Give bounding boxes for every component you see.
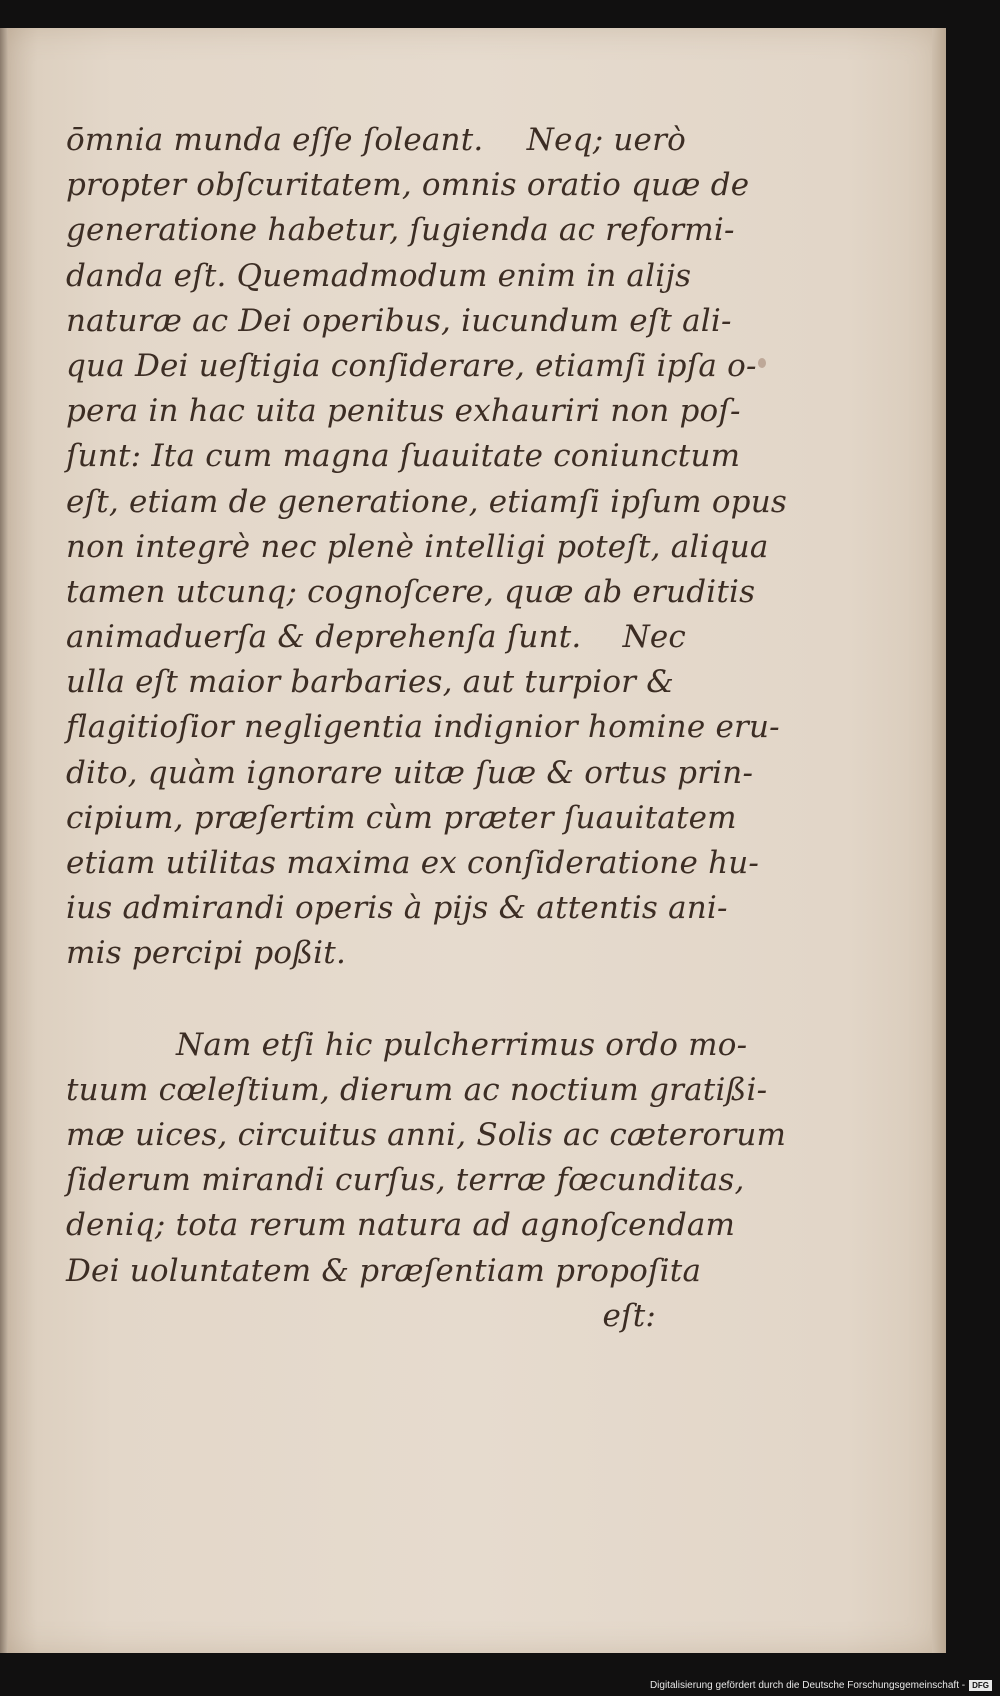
text-line-14: flagitioſior negligentia indignior homine eru- bbox=[66, 709, 780, 746]
text-segment: Nec bbox=[622, 619, 686, 656]
text-line-19: mis percipi poßit. bbox=[66, 935, 347, 972]
dfg-logo: DFG bbox=[969, 1680, 992, 1691]
text-line-12 bbox=[66, 615, 686, 660]
ink-spot bbox=[758, 358, 766, 368]
text-line-7: pera in hac uita penitus exhauriri non poſ- bbox=[66, 393, 741, 430]
credit-text: Digitalisierung gefördert durch die Deutsche Forschungsgemeinschaft - bbox=[649, 1680, 966, 1691]
page-edge bbox=[0, 28, 8, 1653]
text-line-13: ulla eſt maior barbaries, aut turpior & bbox=[66, 664, 675, 701]
digitization-credit bbox=[650, 1680, 992, 1691]
text-line-11: tamen utcunq; cognoſcere, quæ ab eruditis bbox=[66, 573, 756, 610]
body-text bbox=[66, 118, 788, 1339]
text-line-21: tuum cœleſtium, dierum ac noctium gratißi- bbox=[66, 1071, 768, 1108]
text-segment: Neq; uerò bbox=[526, 122, 686, 158]
text-segment: ōmnia munda eſſe ſoleant. bbox=[66, 122, 484, 158]
text-line-2: propter obſcuritatem, omnis oratio quæ de bbox=[66, 167, 750, 204]
text-segment: animaduerſa & deprehenſa ſunt. bbox=[66, 619, 582, 656]
text-line-3: generatione habetur, ſugienda ac reformi- bbox=[66, 212, 735, 249]
text-line-10: non integrè nec plenè intelligi poteſt, aliqua bbox=[66, 528, 769, 565]
text-line-20: Nam etſi hic pulcherrimus ordo mo- bbox=[176, 1026, 748, 1063]
paragraph-gap bbox=[66, 977, 686, 1023]
text-line-5: naturæ ac Dei operibus, iucundum eſt ali- bbox=[66, 302, 732, 339]
text-line-25: Dei uoluntatem & præſentiam propoſita bbox=[66, 1252, 702, 1289]
text-line-4: danda eſt. Quemadmodum enim in alijs bbox=[66, 257, 692, 294]
text-line-1 bbox=[66, 118, 686, 163]
text-line-17: etiam utilitas maxima ex conſideratione hu- bbox=[66, 845, 760, 881]
text-line-8: ſunt: Ita cum magna ſuauitate coniunctum bbox=[66, 438, 741, 475]
text-line-9: eſt, etiam de generatione, etiamſi ipſum opus bbox=[66, 483, 788, 520]
text-line-22: mæ uices, circuitus anni, Solis ac cæterorum bbox=[66, 1116, 787, 1153]
text-line-24: deniq; tota rerum natura ad agnoſcendam bbox=[66, 1207, 736, 1244]
page-fold bbox=[932, 28, 946, 1653]
text-line-6: qua Dei ueſtigia conſiderare, etiamſi ipſa o- bbox=[66, 347, 757, 384]
catchword: eſt: bbox=[602, 1297, 656, 1334]
text-line-15: dito, quàm ignorare uitæ ſuæ & ortus prin- bbox=[66, 754, 754, 791]
text-line-16: cipium, præſertim cùm præter ſuauitatem bbox=[66, 799, 737, 836]
text-line-18: ius admirandi operis à pijs & attentis ani- bbox=[66, 890, 728, 927]
text-line-23: ſiderum mirandi curſus, terræ fœcunditas, bbox=[66, 1162, 745, 1199]
